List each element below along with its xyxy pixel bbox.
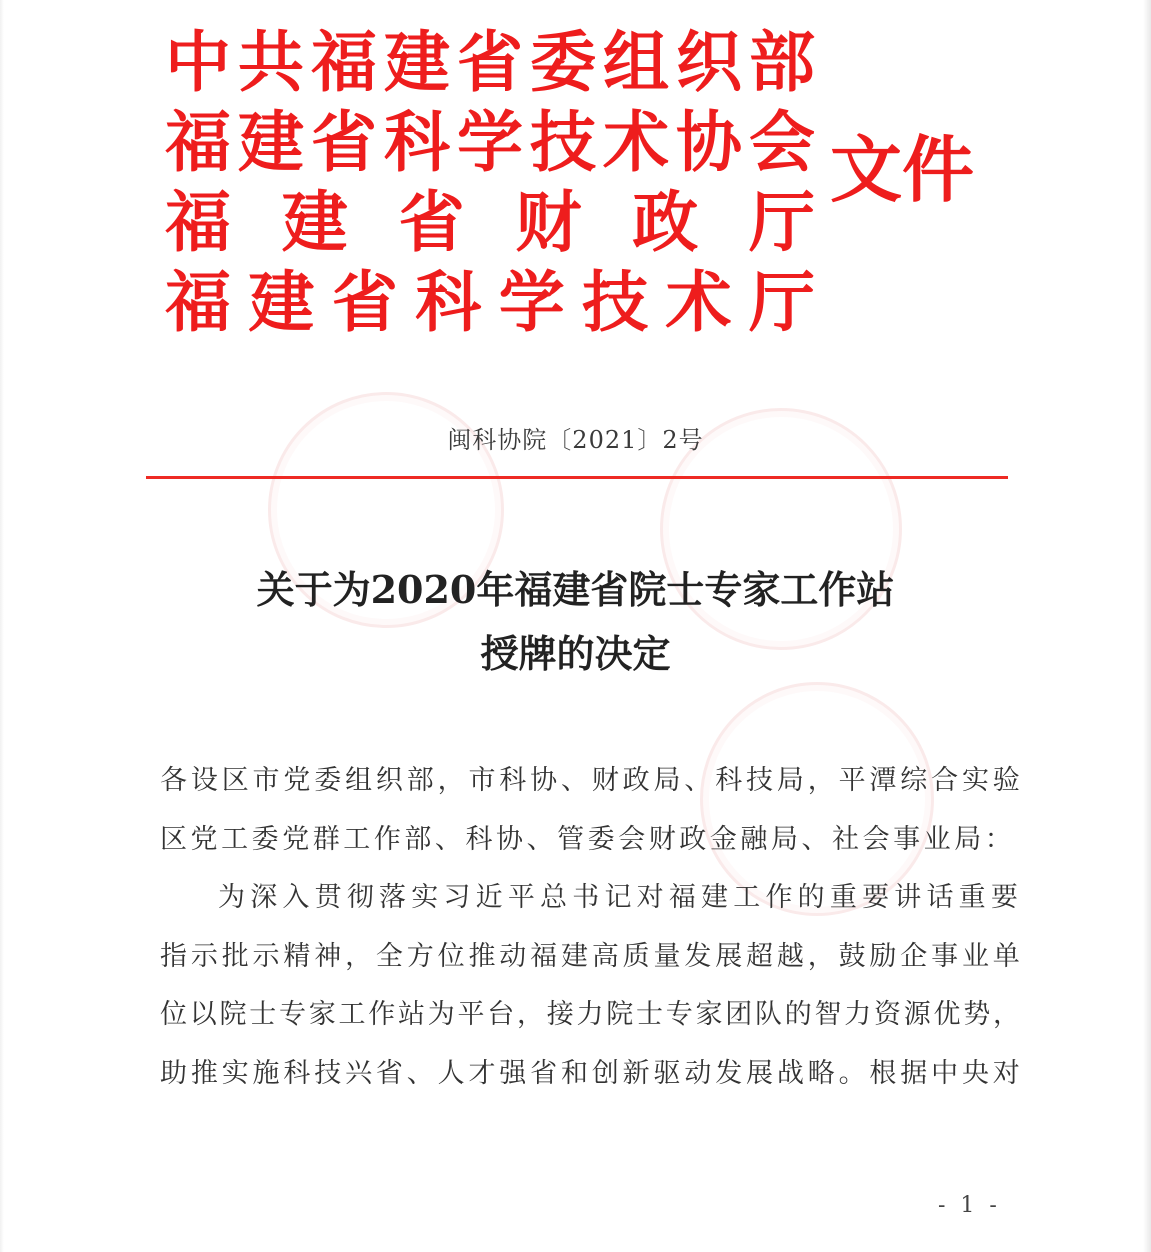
glyph: 动: [684, 1057, 712, 1089]
glyph: 市: [252, 765, 280, 796]
glyph: 省: [398, 183, 465, 261]
glyph: 技: [746, 765, 774, 796]
glyph: 、: [406, 1057, 434, 1089]
glyph: 动: [499, 940, 527, 972]
glyph: 队: [755, 999, 782, 1030]
glyph: 政: [632, 183, 699, 261]
glyph: 的: [797, 882, 825, 913]
glyph: 示: [190, 940, 218, 972]
glyph: 财: [515, 183, 582, 261]
document-body: [160, 752, 1020, 1103]
glyph: 要: [990, 882, 1018, 913]
glyph: 展: [746, 1057, 774, 1089]
title-line-1: 关于为2020年福建省院士专家工作站: [256, 567, 895, 612]
glyph: 科: [283, 1057, 311, 1089]
glyph: 工: [338, 999, 366, 1030]
glyph: 部: [749, 23, 815, 101]
glyph: 实: [411, 882, 439, 913]
glyph: 建: [281, 183, 348, 261]
glyph: 作: [765, 882, 793, 913]
body-line: [160, 869, 1018, 928]
document-title: [0, 558, 1151, 686]
glyph: 、: [801, 823, 829, 855]
glyph: 平: [507, 882, 535, 913]
glyph: 中: [931, 1057, 959, 1089]
glyph: 共: [238, 23, 304, 101]
page-number: - 1 -: [938, 1193, 1001, 1218]
glyph: 。: [838, 1057, 866, 1089]
glyph: 工: [733, 882, 761, 913]
glyph: 讲: [894, 882, 922, 913]
glyph: 术: [665, 263, 732, 341]
body-line: [160, 811, 1012, 870]
glyph: 略: [807, 1057, 835, 1089]
glyph: 福: [311, 23, 377, 101]
glyph: 学: [498, 263, 565, 341]
glyph: 重: [829, 882, 857, 913]
glyph: 潭: [869, 765, 897, 796]
document-number: 闽科协院〔2021〕2号: [447, 426, 704, 454]
glyph: 据: [900, 1057, 928, 1089]
glyph: 福: [530, 940, 558, 972]
glyph: 量: [653, 940, 681, 972]
glyph: 组: [603, 23, 669, 101]
body-line: [160, 752, 1020, 811]
glyph: 彻: [346, 882, 374, 913]
glyph: 术: [603, 103, 669, 181]
glyph: 新: [622, 1057, 650, 1089]
body-line: [160, 928, 1020, 987]
issuer-line: [165, 262, 815, 342]
glyph: 协: [496, 823, 524, 855]
glyph: 金: [709, 823, 737, 855]
glyph: 市: [468, 765, 496, 796]
glyph: 以: [189, 999, 217, 1030]
glyph: 会: [862, 823, 890, 855]
glyph: 智: [814, 999, 842, 1030]
glyph: 全: [375, 940, 403, 972]
glyph: 专: [665, 999, 693, 1030]
glyph: 局: [776, 765, 804, 796]
glyph: 福: [165, 103, 231, 181]
glyph: 协: [676, 103, 742, 181]
glyph: 施: [252, 1057, 280, 1089]
title-line-2: 授牌的决定: [480, 631, 671, 676]
glyph: 技: [582, 263, 649, 341]
glyph: 励: [869, 940, 897, 972]
glyph: 管: [557, 823, 585, 855]
glyph: 建: [248, 263, 315, 341]
glyph: 平: [457, 999, 485, 1030]
glyph: 事: [931, 940, 959, 972]
glyph: 家: [308, 999, 336, 1030]
glyph: 业: [961, 940, 989, 972]
glyph: 技: [314, 1057, 342, 1089]
document-kind-label: 文件: [830, 127, 975, 212]
glyph: 团: [725, 999, 753, 1030]
glyph: 批: [221, 940, 249, 972]
glyph: 助: [160, 1057, 187, 1089]
glyph: 为: [218, 882, 245, 913]
glyph: ，: [807, 940, 835, 972]
glyph: 省: [530, 1057, 558, 1089]
glyph: 力: [576, 999, 604, 1030]
glyph: 社: [832, 823, 860, 855]
glyph: 作: [373, 823, 401, 855]
issuer-line: [165, 102, 815, 182]
glyph: 近: [475, 882, 503, 913]
glyph: ，: [517, 999, 544, 1030]
glyph: 协: [530, 765, 558, 796]
glyph: 央: [961, 1057, 989, 1089]
glyph: 人: [437, 1057, 465, 1089]
glyph: 家: [695, 999, 723, 1030]
glyph: 党: [282, 823, 310, 855]
glyph: 中: [165, 23, 231, 101]
glyph: 省: [311, 103, 377, 181]
glyph: 根: [869, 1057, 897, 1089]
glyph: 、: [684, 765, 712, 796]
glyph: 局: [954, 823, 982, 855]
glyph: ，: [437, 765, 465, 796]
glyph: 财: [648, 823, 676, 855]
glyph: 落: [379, 882, 407, 913]
glyph: 源: [903, 999, 931, 1030]
glyph: 、: [560, 765, 588, 796]
glyph: 为: [427, 999, 455, 1030]
glyph: ：: [984, 823, 1012, 855]
glyph: 设: [190, 765, 218, 796]
issuer-line: [165, 22, 815, 102]
glyph: 站: [398, 999, 425, 1030]
glyph: 入: [282, 882, 310, 913]
glyph: 党: [190, 823, 218, 855]
glyph: 习: [443, 882, 471, 913]
glyph: 平: [838, 765, 866, 796]
glyph: 创: [591, 1057, 619, 1089]
glyph: 发: [715, 1057, 743, 1089]
glyph: 势: [963, 999, 991, 1030]
glyph: 总: [540, 882, 568, 913]
body-line: [160, 986, 1020, 1045]
glyph: 省: [331, 263, 398, 341]
glyph: 党: [283, 765, 311, 796]
glyph: 委: [530, 23, 596, 101]
glyph: 科: [499, 765, 527, 796]
glyph: 建: [238, 103, 304, 181]
glyph: 科: [465, 823, 493, 855]
glyph: 局: [770, 823, 798, 855]
glyph: 要: [862, 882, 890, 913]
glyph: ，: [993, 999, 1020, 1030]
glyph: 高: [591, 940, 619, 972]
glyph: 专: [279, 999, 306, 1030]
glyph: 接: [546, 999, 574, 1030]
glyph: 资: [874, 999, 901, 1030]
glyph: 区: [160, 823, 187, 855]
issuer-line: [165, 182, 815, 262]
glyph: 事: [893, 823, 921, 855]
glyph: 强: [499, 1057, 527, 1089]
glyph: 书: [572, 882, 600, 913]
glyph: 越: [776, 940, 804, 972]
glyph: 政: [622, 765, 650, 796]
red-divider: [146, 476, 1008, 479]
glyph: 合: [931, 765, 959, 796]
glyph: 精: [283, 940, 311, 972]
glyph: 作: [368, 999, 396, 1030]
glyph: 建: [560, 940, 588, 972]
glyph: 院: [219, 999, 247, 1030]
glyph: 话: [926, 882, 954, 913]
glyph: 推: [468, 940, 496, 972]
glyph: 学: [457, 103, 523, 181]
glyph: 超: [746, 940, 774, 972]
glyph: 工: [221, 823, 249, 855]
glyph: 区: [221, 765, 249, 796]
glyph: 优: [933, 999, 961, 1030]
glyph: 福: [165, 183, 231, 261]
glyph: 示: [252, 940, 280, 972]
glyph: 发: [684, 940, 712, 972]
glyph: 士: [636, 999, 663, 1030]
glyph: 委: [314, 765, 342, 796]
glyph: 位: [160, 999, 187, 1030]
glyph: 贯: [314, 882, 342, 913]
glyph: 福: [165, 263, 231, 341]
glyph: 单: [992, 940, 1020, 972]
glyph: 建: [384, 23, 450, 101]
glyph: 验: [992, 765, 1020, 796]
glyph: 部: [406, 765, 434, 796]
glyph: 厅: [748, 263, 815, 341]
glyph: 建: [701, 882, 729, 913]
glyph: 台: [487, 999, 515, 1030]
glyph: 深: [250, 882, 278, 913]
glyph: ，: [807, 765, 835, 796]
glyph: 对: [992, 1057, 1020, 1089]
glyph: 综: [900, 765, 928, 796]
glyph: 兴: [345, 1057, 373, 1089]
glyph: 位: [437, 940, 465, 972]
glyph: 局: [653, 765, 681, 796]
glyph: 鼓: [838, 940, 866, 972]
glyph: 工: [343, 823, 371, 855]
glyph: 技: [530, 103, 596, 181]
issuing-organizations: [165, 22, 815, 342]
glyph: 科: [715, 765, 743, 796]
glyph: 科: [384, 103, 450, 181]
glyph: 展: [715, 940, 743, 972]
glyph: 实: [221, 1057, 249, 1089]
body-line: [160, 1045, 1020, 1104]
glyph: 群: [312, 823, 340, 855]
glyph: 才: [468, 1057, 496, 1089]
glyph: 会: [618, 823, 646, 855]
glyph: 政: [679, 823, 707, 855]
glyph: 部: [404, 823, 432, 855]
glyph: 驱: [653, 1057, 681, 1089]
glyph: 财: [591, 765, 619, 796]
glyph: 神: [314, 940, 342, 972]
glyph: 业: [923, 823, 951, 855]
glyph: 方: [406, 940, 434, 972]
glyph: 指: [160, 940, 187, 972]
glyph: 委: [587, 823, 615, 855]
glyph: 会: [749, 103, 815, 181]
glyph: 省: [457, 23, 523, 101]
glyph: 委: [251, 823, 279, 855]
glyph: 院: [606, 999, 634, 1030]
glyph: 组: [345, 765, 373, 796]
glyph: 、: [434, 823, 462, 855]
glyph: 各: [160, 765, 187, 796]
glyph: 福: [668, 882, 696, 913]
glyph: 省: [375, 1057, 403, 1089]
glyph: 质: [622, 940, 650, 972]
glyph: 融: [740, 823, 768, 855]
glyph: 推: [190, 1057, 218, 1089]
glyph: 力: [844, 999, 872, 1030]
glyph: 的: [784, 999, 812, 1030]
glyph: 重: [958, 882, 986, 913]
glyph: ，: [345, 940, 373, 972]
glyph: 科: [415, 263, 482, 341]
glyph: 实: [961, 765, 989, 796]
glyph: 和: [560, 1057, 588, 1089]
glyph: 记: [604, 882, 632, 913]
glyph: 士: [249, 999, 277, 1030]
glyph: 对: [636, 882, 664, 913]
glyph: 厅: [748, 183, 815, 261]
glyph: 企: [900, 940, 928, 972]
glyph: 战: [776, 1057, 804, 1089]
glyph: 织: [375, 765, 403, 796]
glyph: 织: [676, 23, 742, 101]
glyph: 、: [526, 823, 554, 855]
